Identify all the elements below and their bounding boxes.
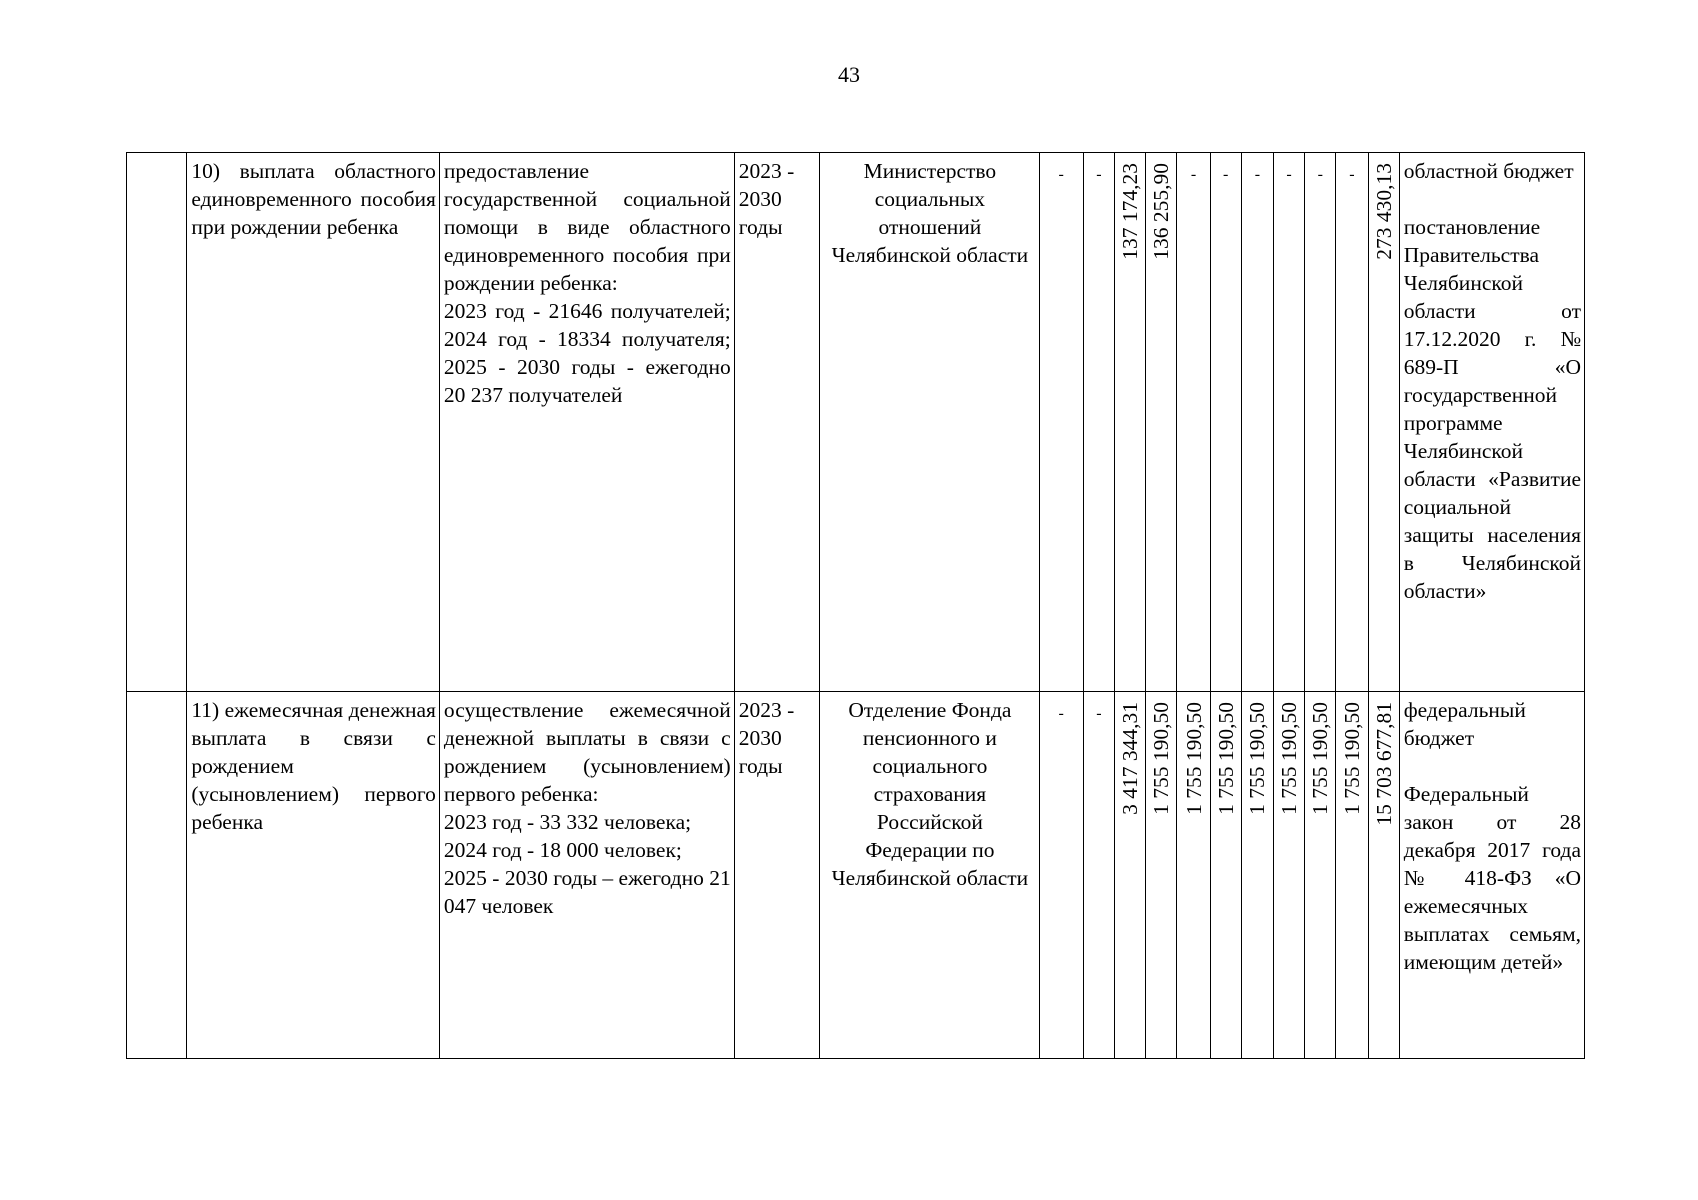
table-row [127,153,1585,692]
funding-source: областной бюджет [1403,159,1574,183]
value-text: - [1058,166,1064,183]
value-text: 3 417 344,31 [1118,702,1143,815]
page-number: 43 [838,62,860,87]
value-cell [1146,153,1177,692]
value-cell [1336,153,1368,692]
value-cell [1083,153,1114,692]
total-text: 273 430,13 [1371,163,1396,260]
measures-table [126,152,1585,1059]
value-text: 1 755 190,50 [1149,702,1174,815]
description-line: 2024 год - 18 000 человек; [443,838,682,862]
value-text: - [1254,166,1261,183]
value-cell [1039,153,1083,692]
description-intro: предоставление государственной социальной помощи в виде областного единовременного пособия при рождении ребенка: [443,159,731,295]
row-number-cell [127,692,187,1059]
value-cell [1241,692,1273,1059]
description-line: 2025 - 2030 годы - ежегодно [443,355,731,379]
value-text: - [1058,705,1064,722]
value-text: 1 755 190,50 [1277,702,1302,815]
value-cell [1305,692,1336,1059]
value-text: - [1190,166,1197,183]
value-cell [1177,153,1210,692]
period-cell: 2023 - 2030 годы [734,153,820,692]
value-cell [1115,153,1146,692]
description-line: 2025 - 2030 годы – ежегодно 21 047 человек [443,866,731,918]
total-cell [1368,153,1399,692]
value-text: - [1286,166,1292,183]
value-cell [1039,692,1083,1059]
value-text: - [1317,166,1323,183]
value-text: 137 174,23 [1118,163,1143,260]
event-description-cell [439,692,734,1059]
value-text: 1 755 190,50 [1181,702,1206,815]
value-text: 1 755 190,50 [1308,702,1333,815]
total-cell [1368,692,1399,1059]
description-line: 20 237 получателей [443,383,623,407]
executor-cell: Отделение Фонда пенсионного и социального страхования Российской Федерации по Челябинской области [820,692,1039,1059]
event-description-cell [439,153,734,692]
legal-basis: Федеральный закон от 28 декабря 2017 года № 418-ФЗ «О ежемесячных выплатах семьям, имеющим детей» [1403,782,1581,974]
event-name-cell: 10) выплата областного единовременного пособия при рождении ребенка [187,153,440,692]
period-cell: 2023 - 2030 годы [734,692,820,1059]
value-text: - [1096,705,1102,722]
value-cell [1083,692,1114,1059]
value-cell [1241,153,1273,692]
value-cell [1177,692,1210,1059]
row-number-cell [127,153,187,692]
table-row [127,692,1585,1059]
value-cell [1210,692,1241,1059]
source-basis-cell [1399,692,1584,1059]
value-cell [1273,692,1304,1059]
description-intro: осуществление ежемесячной денежной выплаты в связи с рождением (усыновлением) первого ребенка: [443,698,731,806]
value-cell [1273,153,1304,692]
value-text: 136 255,90 [1149,163,1174,260]
value-cell [1336,692,1368,1059]
total-text: 15 703 677,81 [1371,702,1396,826]
description-line: 2024 год - 18334 получателя; [443,327,731,351]
value-text: 1 755 190,50 [1213,702,1238,815]
executor-cell: Министерство социальных отношений Челябинской области [820,153,1039,692]
value-cell [1305,153,1336,692]
description-line: 2023 год - 21646 получателей; [443,299,731,323]
value-text: - [1096,166,1102,183]
value-text: - [1349,166,1355,183]
legal-basis: постановление Правительства Челябинской области от 17.12.2020 г. № 689-П «О государственной программе Челябинской области «Развитие социальной защиты населения в Челябинской области» [1403,215,1581,603]
value-cell [1115,692,1146,1059]
value-text: 1 755 190,50 [1245,702,1270,815]
value-cell [1210,153,1241,692]
description-line: 2023 год - 33 332 человека; [443,810,692,834]
event-name-cell: 11) ежемесячная денежная выплата в связи с рождением (усыновлением) первого ребенка [187,692,440,1059]
value-text: 1 755 190,50 [1339,702,1364,815]
value-text: - [1223,166,1229,183]
source-basis-cell [1399,153,1584,692]
funding-source: федеральный бюджет [1403,698,1526,750]
value-cell [1146,692,1177,1059]
